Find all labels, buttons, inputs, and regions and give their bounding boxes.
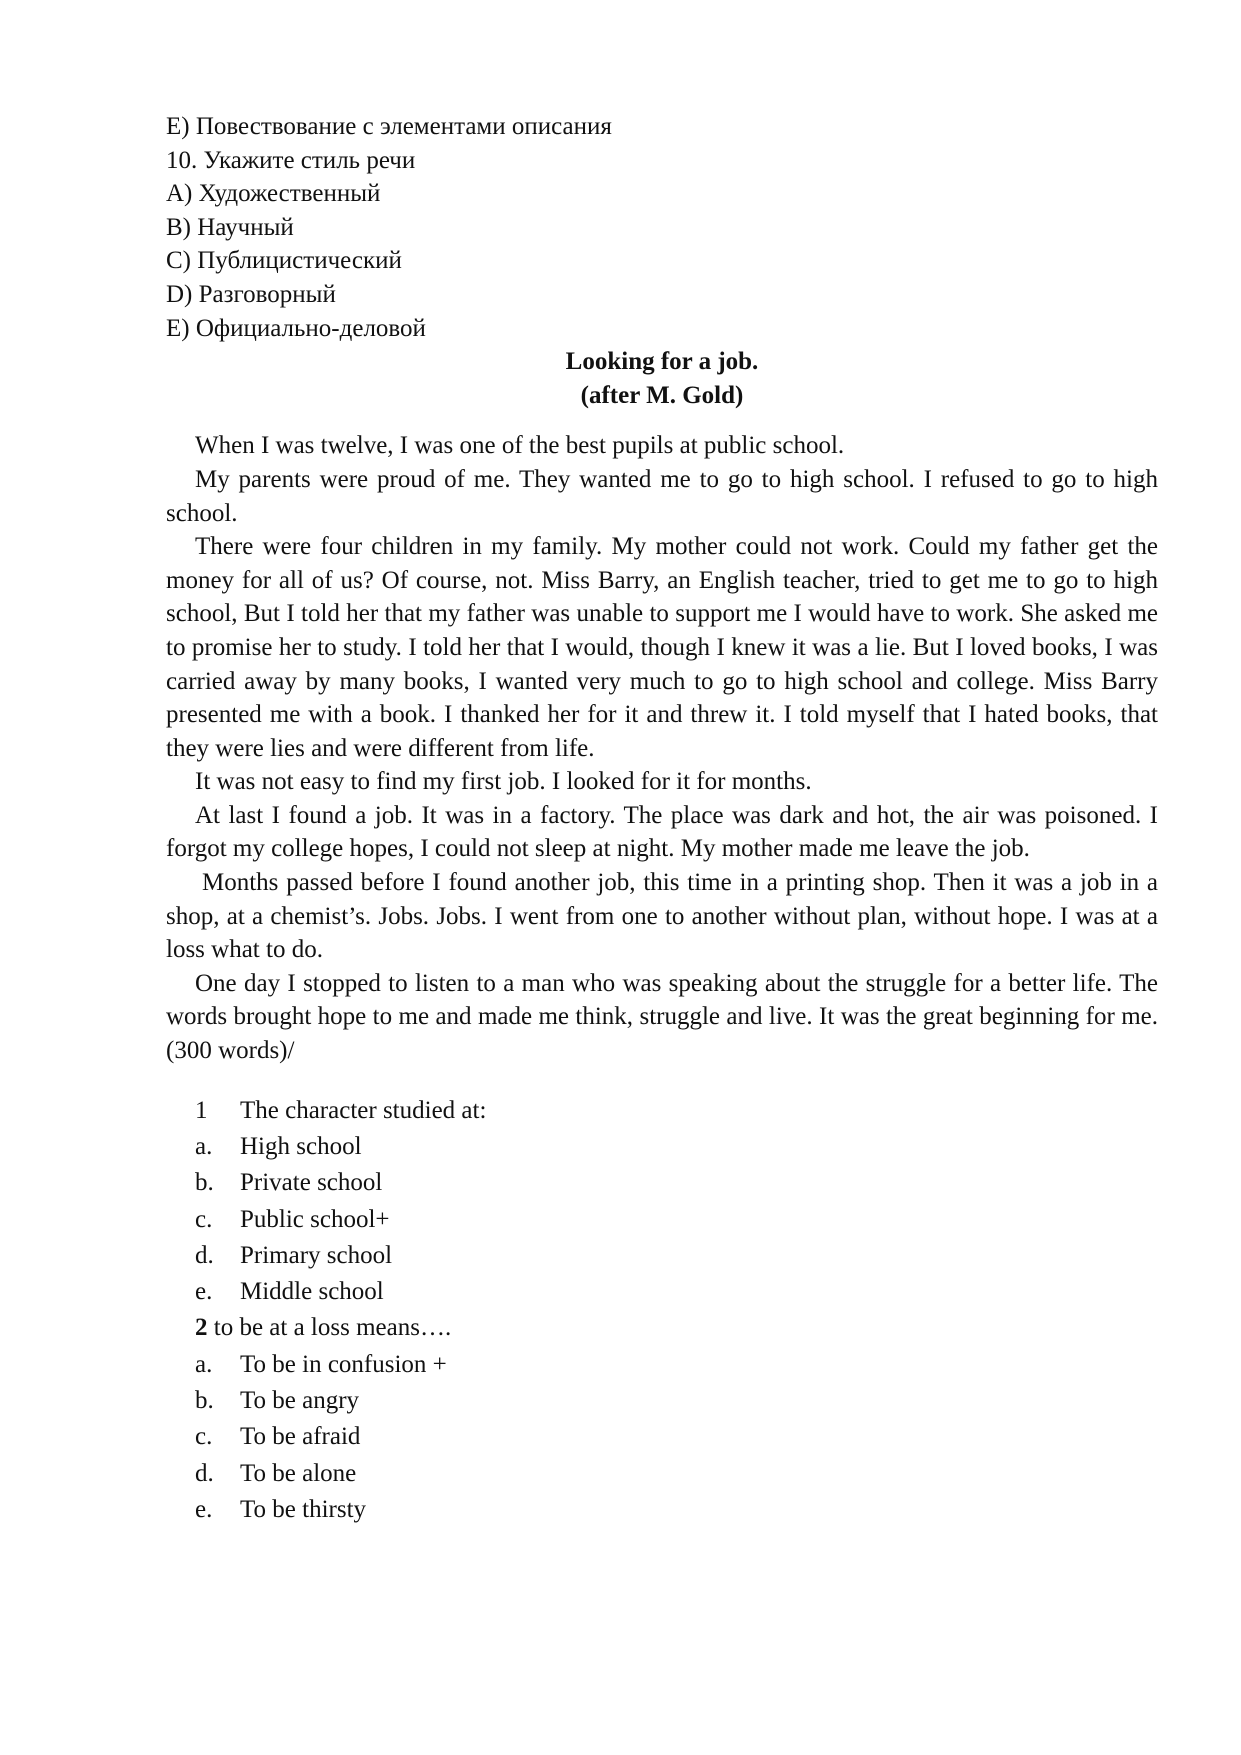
answer-option: D) Разговорный <box>166 280 336 308</box>
question-number: 1 <box>195 1096 208 1124</box>
option-text: To be afraid <box>240 1423 361 1451</box>
option-letter: b. <box>195 1387 214 1414</box>
option-text: Middle school <box>240 1278 384 1306</box>
story-text <box>166 429 1158 1067</box>
option-text: To be angry <box>240 1387 360 1414</box>
answer-option <box>195 1274 1158 1310</box>
question-stem: The character studied at: <box>240 1096 487 1124</box>
option-text: High school <box>240 1132 362 1160</box>
previous-test-section <box>166 110 1158 345</box>
story-paragraph: Months passed before I found another job, this time in a printing shop. Then it was a job in a shop, at a chemist’s. Jobs. Jobs. I went from one to another without plan, without hope. I was at a loss what to do. <box>166 869 1158 964</box>
answer-option: A) Художественный <box>166 180 381 208</box>
question-stem: to be at a loss means…. <box>207 1314 452 1342</box>
option-text: Private school <box>240 1169 383 1197</box>
questions-section <box>166 1093 1158 1529</box>
answer-option: E) Повествование с элементами описания <box>166 113 612 140</box>
story-paragraph: There were four children in my family. My mother could not work. Could my father get the money for all of us? Of course, not. Miss Barry, an English teacher, tried to get me to go to high school, But I told her that my father was unable to support me I would have to work. She asked me to promise her to study. I told her that I would, though I knew it was a lie. But I loved books, I was carried away by many books, I wanted very much to go to high school and college. Miss Barry presented me with a book. I thanked her for it and threw it. I told myself that I hated books, that they were lies and were different from life. <box>166 533 1158 762</box>
option-text: Primary school <box>240 1241 393 1269</box>
option-text: To be in confusion + <box>240 1350 447 1378</box>
option-letter: c. <box>195 1205 213 1233</box>
option-letter: c. <box>195 1423 213 1451</box>
answer-option <box>195 1165 1158 1201</box>
option-text: To be thirsty <box>240 1495 367 1523</box>
answer-option <box>195 1419 1158 1455</box>
question-stem: 10. Укажите стиль речи <box>166 146 416 174</box>
answer-option: C) Публицистический <box>166 247 402 275</box>
story-subtitle: (after M. Gold) <box>580 381 744 409</box>
option-letter: a. <box>195 1132 213 1160</box>
question-1 <box>195 1093 1158 1129</box>
option-letter: b. <box>195 1169 214 1197</box>
option-letter: a. <box>195 1350 213 1378</box>
answer-option <box>195 1129 1158 1165</box>
story-paragraph: At last I found a job. It was in a factory. The place was dark and hot, the air was poisoned. I forgot my college hopes, I could not sleep at night. My mother made me leave the job. <box>166 801 1158 863</box>
story-paragraph: My parents were proud of me. They wanted me to go to high school. I refused to go to high school. <box>166 465 1158 527</box>
answer-option: E) Официально-деловой <box>166 314 426 342</box>
answer-option <box>195 1456 1158 1492</box>
document-page <box>166 110 1158 1528</box>
option-letter: d. <box>195 1459 214 1487</box>
answer-option <box>195 1383 1158 1419</box>
story-title: Looking for a job. <box>565 348 759 376</box>
story-paragraph: It was not easy to find my first job. I looked for it for months. <box>195 768 812 796</box>
question-number: 2 <box>195 1314 208 1342</box>
option-letter: d. <box>195 1241 214 1269</box>
answer-option: B) Научный <box>166 213 294 241</box>
option-text: Public school+ <box>240 1205 390 1233</box>
story-paragraph: When I was twelve, I was one of the best pupils at public school. <box>195 432 845 460</box>
answer-option <box>195 1238 1158 1274</box>
answer-option <box>195 1492 1158 1528</box>
question-2 <box>195 1310 1158 1346</box>
answer-option <box>195 1202 1158 1238</box>
answer-option <box>195 1347 1158 1383</box>
option-letter: e. <box>195 1278 213 1306</box>
story-paragraph: One day I stopped to listen to a man who was speaking about the struggle for a better life. The words brought hope to me and made me think, struggle and live. It was the great beginning for me. (300 words)/ <box>166 969 1158 1065</box>
option-letter: e. <box>195 1495 213 1523</box>
option-text: To be alone <box>240 1459 357 1487</box>
